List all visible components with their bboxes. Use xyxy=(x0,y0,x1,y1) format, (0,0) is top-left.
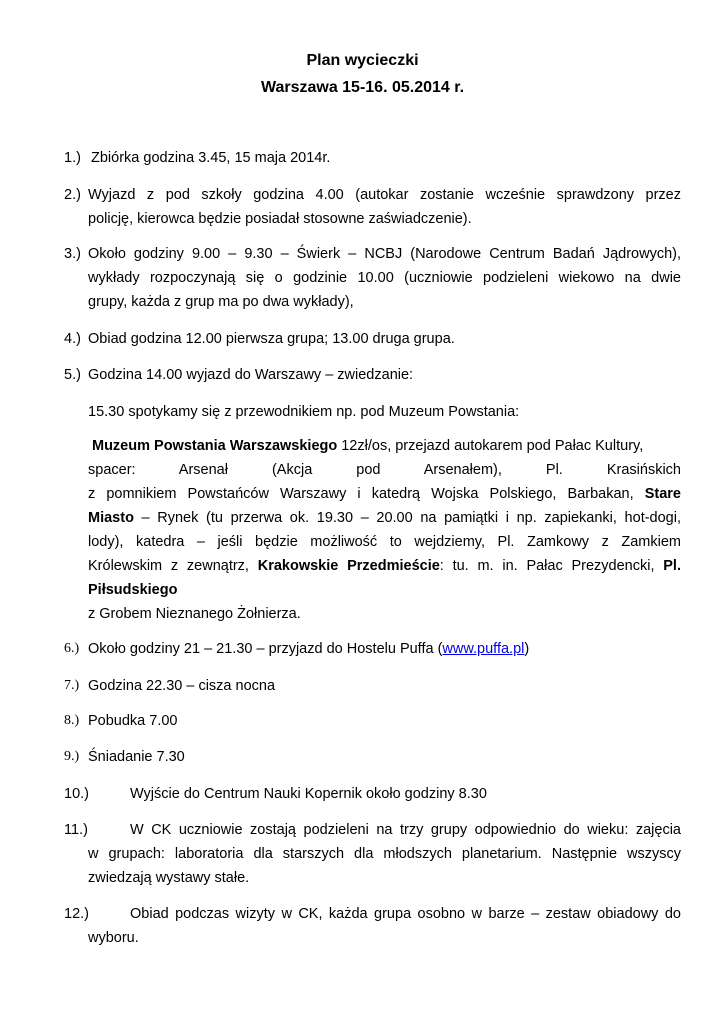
list-item: Godzina 14.00 wyjazd do Warszawy – zwiedzanie: xyxy=(88,367,414,383)
list-item: Śniadanie 7.30 xyxy=(88,749,185,765)
item-number: 3.) xyxy=(64,246,81,262)
list-item: Wyjście do Centrum Nauki Kopernik około godziny 8.30 xyxy=(130,786,487,802)
item-number: 8.) xyxy=(64,713,80,728)
list-item: Około godziny 9.00 – 9.30 – Świerk – NCBJ (Narodowe Centrum Badań Jądrowych), wykłady rozpoczynają się o godzinie 10.00 (uczniowie podzieleni wiekowo na dwie grupy, każda z grup ma po dwa wykłady), xyxy=(88,246,681,310)
list-item-subparagraph: Muzeum Powstania Warszawskiego 12zł/os, przejazd autokarem pod Pałac Kultury, spacer: Arsenał (Akcja pod Arsenałem), Pl. Krasińskich z pomnikiem Powstańców Warszawy i katedrą Wojska Polskiego, Barbakan, Stare Miasto – Rynek (tu przerwa ok. 19.30 – 20.00 na pamiątki i np. zapiekanki, hot-dogi, lody), katedra – jeśli będzie możliwość to wejdziemy, Pl. Zamkowy z Zamkiem Królewskim z zewnątrz, Krakowskie Przedmieście: tu. m. in. Pałac Prezydencki, Pl. Piłsudskiego z Grobem Nieznanego Żołnierza. xyxy=(88,438,681,622)
item-number: 6.) xyxy=(64,641,80,656)
list-item: Obiad godzina 12.00 pierwsza grupa; 13.00 druga grupa. xyxy=(88,331,455,347)
document-title: Plan wycieczki xyxy=(306,52,419,69)
item-number: 5.) xyxy=(64,367,81,383)
item-number: 1.) xyxy=(64,150,81,166)
list-item-subparagraph: 15.30 spotykamy się z przewodnikiem np. pod Muzeum Powstania: xyxy=(88,404,520,420)
item-number: 11.) xyxy=(64,822,88,838)
item-number: 7.) xyxy=(64,678,80,693)
list-item: Zbiórka godzina 3.45, 15 maja 2014r. xyxy=(91,150,331,166)
item-number: 12.) xyxy=(64,906,89,922)
list-item: Godzina 22.30 – cisza nocna xyxy=(88,678,276,694)
hostel-website-link[interactable]: www.puffa.pl xyxy=(442,641,525,657)
list-item: Około godziny 21 – 21.30 – przyjazd do Hostelu Puffa (www.puffa.pl) xyxy=(88,641,530,657)
list-item: W CK uczniowie zostają podzieleni na trzy grupy odpowiednio do wieku: zajęcia w grupach: laboratoria dla starszych dla młodszych planetarium. Następnie wszyscy zwiedzają wystawy stałe. xyxy=(88,822,681,886)
list-item: Obiad podczas wizyty w CK, każda grupa osobno w barze – zestaw obiadowy do wyboru. xyxy=(88,906,681,946)
document-subtitle: Warszawa 15-16. 05.2014 r. xyxy=(260,79,465,96)
item-number: 4.) xyxy=(64,331,81,347)
item-number: 2.) xyxy=(64,187,81,203)
list-item: Wyjazd z pod szkoły godzina 4.00 (autokar zostanie wcześnie sprawdzony przez policję, kierowca będzie posiadał stosowne zaświadczenie). xyxy=(88,187,681,227)
item-number: 9.) xyxy=(64,749,80,764)
item-number: 10.) xyxy=(64,786,89,802)
list-item: Pobudka 7.00 xyxy=(88,713,178,729)
